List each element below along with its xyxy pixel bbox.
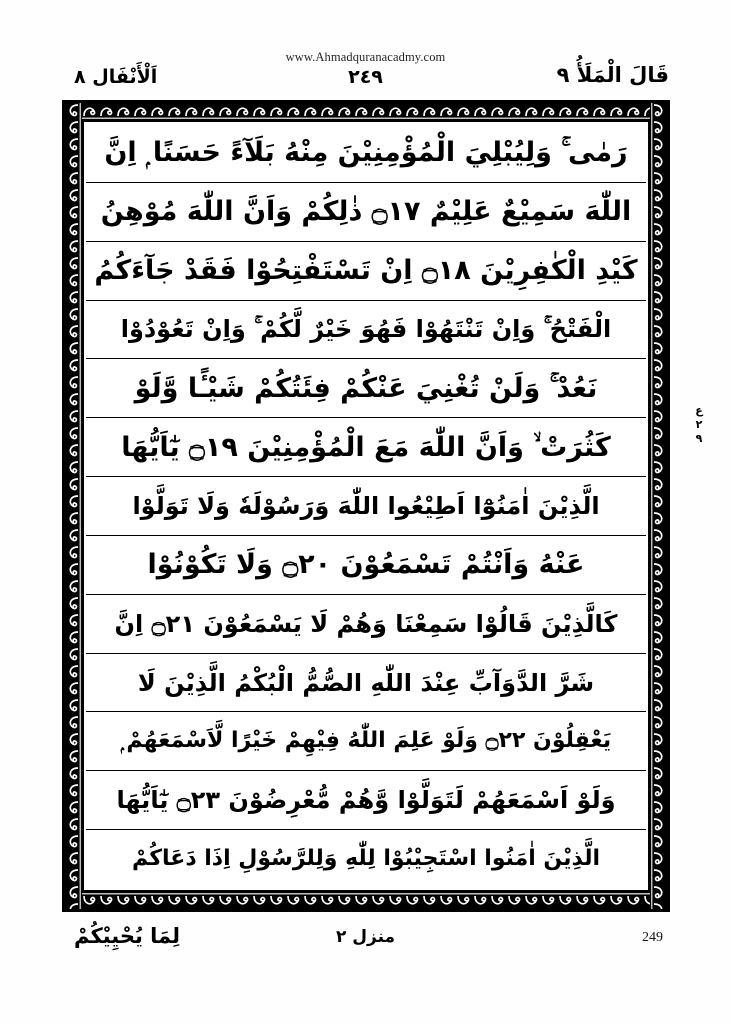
ornament-band-right-icon xyxy=(650,103,667,909)
page-number-latin: 249 xyxy=(642,930,663,945)
ayah-line-text: الَّذِيْنَ اٰمَنُوْٓا اَطِيْعُوا اللّٰهَ وَرَسُوْلَهٗ وَلَا تَوَلَّوْا xyxy=(132,491,600,520)
ayah-line-text: شَرَّ الدَّوَآبِّ عِنْدَ اللّٰهِ الصُّمُّ الْبُكْمُ الَّذِيْنَ لَا xyxy=(137,668,595,697)
site-url-watermark: www.Ahmadquranacadmy.com xyxy=(285,50,446,64)
page-header xyxy=(52,60,679,94)
ayah-line-text: كَالَّذِيْنَ قَالُوْا سَمِعْنَا وَهُمْ لَا يَسْمَعُوْنَ ۝٢١ اِنَّ xyxy=(114,609,618,638)
ayah-line xyxy=(86,654,646,713)
ruku-marker xyxy=(679,404,719,445)
page-number-arabic: ٢٤٩ xyxy=(348,66,383,88)
ayah-line-text: عَنْهُ وَاَنْتُمْ تَسْمَعُوْنَ ۝٢٠ وَلَا تَكُوْنُوْا xyxy=(147,549,585,581)
juz-title: قَالَ الْمَلَأُ ٩ xyxy=(556,63,669,87)
ayah-line xyxy=(86,712,646,771)
ayah-line xyxy=(86,359,646,418)
ayah-line xyxy=(86,301,646,360)
ornament-band-top-icon xyxy=(65,103,667,120)
ayah-line-text: اللّٰهَ سَمِيْعٌ عَلِيْمٌ ۝١٧ ذٰلِكُمْ وَاَنَّ اللّٰهَ مُوْهِنُ xyxy=(100,196,632,228)
ayah-line xyxy=(86,771,646,830)
ayah-line-text: وَلَوْ اَسْمَعَهُمْ لَتَوَلَّوْا وَّهُمْ مُّعْرِضُوْنَ ۝٢٣ يٰٓاَيُّهَا xyxy=(116,786,616,815)
ayah-line xyxy=(86,242,646,301)
surah-title: اَلْأَنْفَال ٨ xyxy=(74,66,158,88)
ayah-line-text: رَمٰى ۚ وَلِيُبْلِيَ الْمُؤْمِنِيْنَ مِنْهُ بَلَآءً حَسَنًا ۭ اِنَّ xyxy=(104,137,628,169)
ayah-line-text: يَعْقِلُوْنَ ۝٢٢ وَلَوْ عَلِمَ اللّٰهُ فِيْهِمْ خَيْرًا لَّاَسْمَعَهُمْ ۭ xyxy=(120,728,612,754)
ayah-line xyxy=(86,477,646,536)
ruku-marker-line-1: ع xyxy=(695,404,703,417)
ayah-lines xyxy=(86,124,646,888)
ornament-band-bottom-icon xyxy=(65,892,667,909)
text-frame xyxy=(82,120,650,892)
page-footer xyxy=(52,920,679,966)
manzil-label: منزل ٢ xyxy=(335,927,396,947)
ayah-line-text: كَيْدِ الْكٰفِرِيْنَ ۝١٨ اِنْ تَسْتَفْتِحُوْا فَقَدْ جَآءَكُمُ xyxy=(94,255,638,287)
ayah-line-text: كَثُرَتْ ۙ وَاَنَّ اللّٰهَ مَعَ الْمُؤْمِنِيْنَ ۝١٩ يٰٓاَيُّهَا xyxy=(121,431,611,463)
ayah-line xyxy=(86,183,646,242)
ayah-line xyxy=(86,418,646,477)
ayah-line xyxy=(86,595,646,654)
ornamental-frame xyxy=(62,100,670,912)
ayah-line xyxy=(86,830,646,888)
catchword: لِمَا يُحْيِيْكُمْ xyxy=(74,924,181,948)
ayah-line-text: نَعُدْ ۚ وَلَنْ تُغْنِيَ عَنْكُمْ فِئَتُكُمْ شَيْـًٔا وَّلَوْ xyxy=(134,372,598,404)
ayah-line-text: الْفَتْحُ ۚ وَاِنْ تَنْتَهُوْا فَهُوَ خَيْرٌ لَّكُمْ ۚ وَاِنْ تَعُوْدُوْا xyxy=(120,315,612,344)
ornament-band-left-icon xyxy=(65,103,82,909)
ayah-line xyxy=(86,124,646,183)
ruku-marker-line-3: ٩ xyxy=(695,431,703,445)
ayah-line-text: الَّذِيْنَ اٰمَنُوا اسْتَجِيْبُوْا لِلّٰهِ وَلِلرَّسُوْلِ اِذَا دَعَاكُمْ xyxy=(131,846,600,872)
ayah-line xyxy=(86,536,646,595)
ruku-marker-line-2: ٢ xyxy=(695,417,703,431)
